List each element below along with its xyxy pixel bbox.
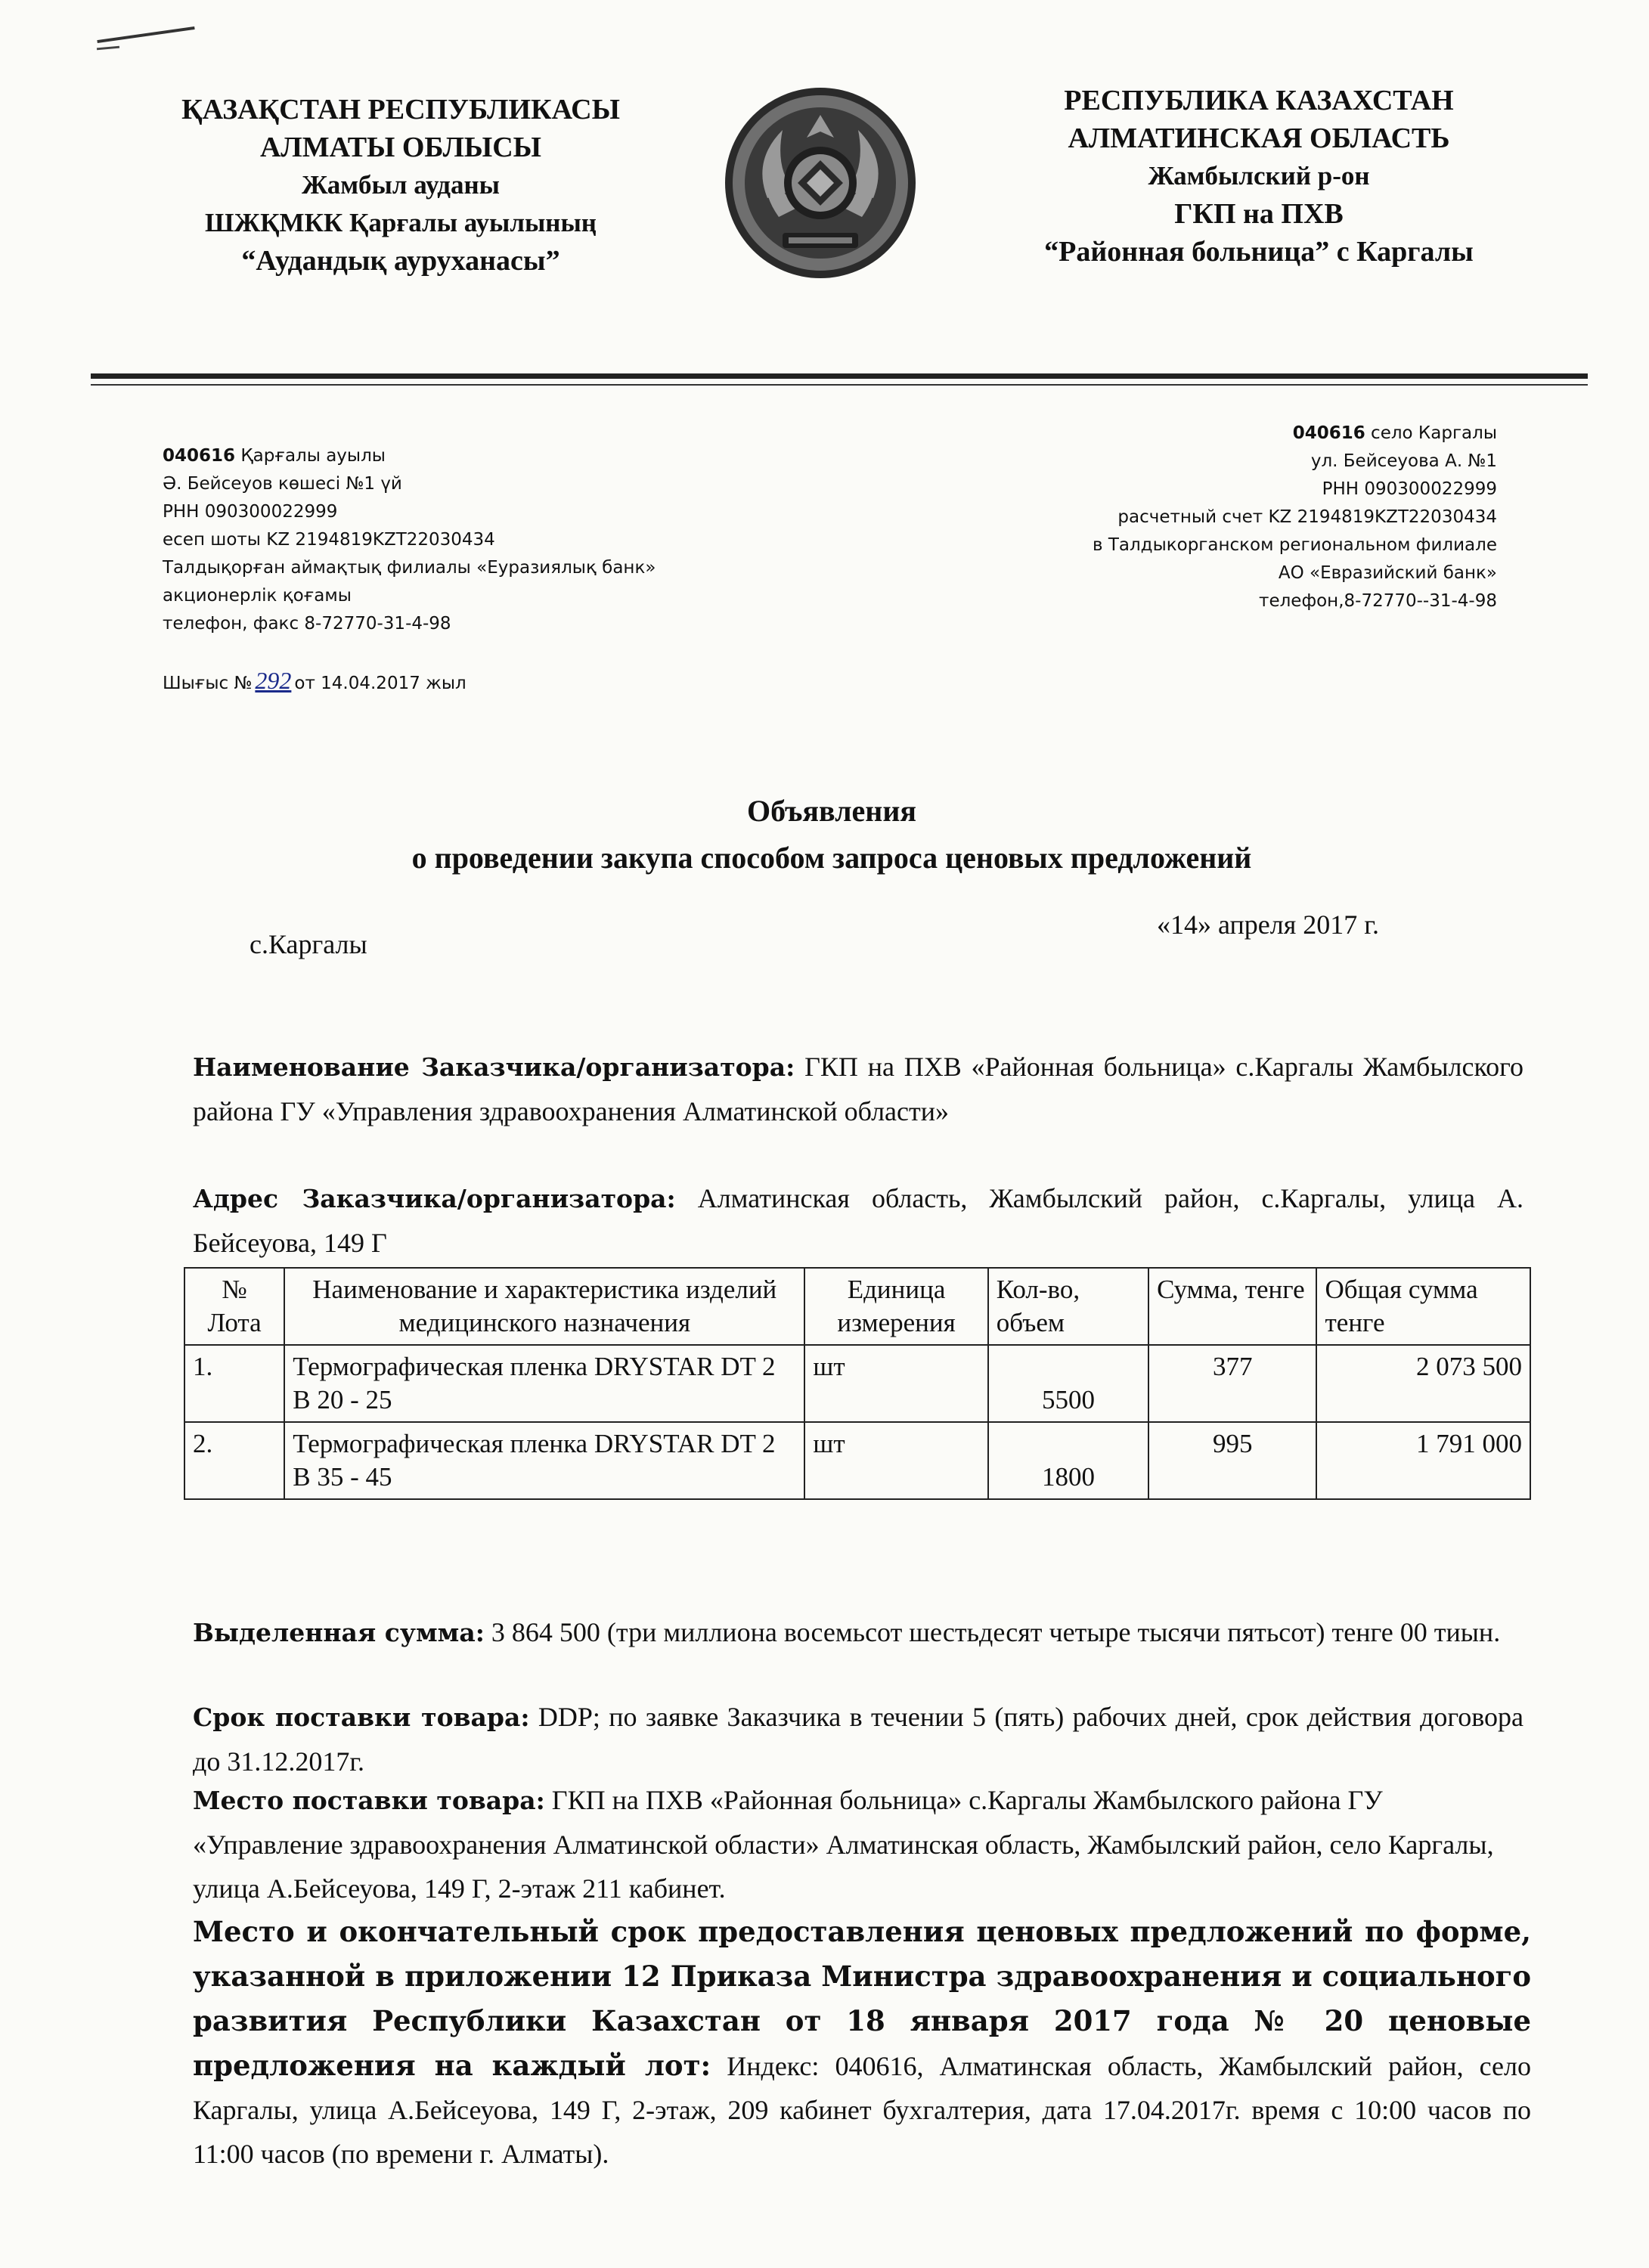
table-row: [184, 1345, 1530, 1422]
col-header-qty: Кол-во, объем: [988, 1268, 1148, 1345]
title-line2: о проведении закупа способом запроса ценовых предложений: [411, 841, 1252, 875]
req-right-address: [968, 420, 1497, 448]
cell-name: Термографическая пленка DRYSTAR DT 2 B 20 - 25: [284, 1345, 804, 1422]
req-left-index: 040616: [163, 446, 236, 466]
header-right-line2: АЛМАТИНСКАЯ ОБЛАСТЬ: [1068, 122, 1450, 154]
req-left-phone: телефон, факс 8-72770-31-4-98: [163, 614, 451, 634]
customer-value: ГКП на ПХВ «Районная больница» с.Каргалы Жамбылского района ГУ «Управления здравоохранения Алматинской области»: [193, 1052, 1524, 1126]
header-right-line4: ГКП на ПХВ: [1174, 198, 1344, 230]
requisites-right: [968, 420, 1497, 615]
outgoing-number: [163, 667, 466, 695]
cell-no: 1.: [184, 1345, 284, 1422]
submission-label: Место и окончательный срок предоставления ценовых предложений по форме, указанной в приложении 12 Приказа Министра здравоохранения и социального развития Республики Казахстан от 18 января 2017 года № 20 ценовые предложения на каждый лот:: [193, 1915, 1531, 2082]
header-divider: [91, 373, 1588, 379]
cell-price: 377: [1148, 1345, 1316, 1422]
state-emblem-icon: [722, 85, 919, 281]
header-left-line5: “Аудандық ауруханасы”: [241, 245, 560, 277]
outgoing-handwritten-number: 292: [255, 667, 292, 694]
cell-unit: шт: [804, 1422, 987, 1499]
table-header-row: [184, 1268, 1530, 1345]
col-header-unit: Единица измерения: [804, 1268, 987, 1345]
cell-name: Термографическая пленка DRYSTAR DT 2 B 35 - 45: [284, 1422, 804, 1499]
document-title: [189, 788, 1474, 881]
allocated-paragraph: [193, 1610, 1523, 1655]
req-right-phone: телефон,8-72770--31-4-98: [1259, 591, 1497, 611]
document-place: с.Каргалы: [250, 929, 367, 959]
req-right-rnn: РНН 090300022999: [1322, 479, 1497, 499]
header-left-line1: ҚАЗАҚСТАН РЕСПУБЛИКАСЫ: [181, 94, 620, 125]
req-left-rnn: РНН 090300022999: [163, 502, 338, 522]
header-left-line4: ШЖҚМКК Қарғалы ауылының: [205, 208, 597, 237]
header-right-line5: “Районная больница” с Каргалы: [1044, 236, 1474, 268]
scan-mark: [97, 46, 119, 51]
submission-paragraph: [193, 1910, 1531, 2176]
delivery-term-label: Срок поставки товара:: [193, 1703, 530, 1732]
delivery-place-paragraph: [193, 1778, 1523, 1910]
address-value: Алматинская область, Жамбылский район, с.Каргалы, улица А. Бейсеуова, 149 Г: [193, 1183, 1523, 1258]
req-left-bank1: Талдықорған аймақтық филиалы «Еуразиялық банк»: [163, 558, 656, 578]
address-paragraph: [193, 1176, 1523, 1265]
col-header-no: № Лота: [184, 1268, 284, 1345]
col-header-total: Общая сумма тенге: [1316, 1268, 1530, 1345]
header-left-line3: Жамбыл ауданы: [301, 170, 500, 200]
cell-qty: 1800: [988, 1422, 1148, 1499]
req-right-index: 040616: [1292, 423, 1365, 443]
delivery-term-value: DDP; по заявке Заказчика в течении 5 (пять) рабочих дней, срок действия договора до 31.12.2017г.: [193, 1702, 1523, 1777]
req-left-address: [163, 442, 767, 470]
cell-unit: шт: [804, 1345, 987, 1422]
outgoing-suffix: от 14.04.2017 жыл: [294, 674, 466, 693]
header-left: [113, 91, 688, 280]
document-date: «14» апреля 2017 г.: [1157, 909, 1379, 940]
address-label: Адрес Заказчика/организатора:: [193, 1184, 676, 1213]
header-divider-thin: [91, 384, 1588, 386]
req-left-account: есеп шоты KZ 2194819KZT22030434: [163, 530, 495, 550]
submission-value: Индекс: 040616, Алматинская область, Жамбылский район, село Каргалы, улица А.Бейсеуова, 149 Г, 2-этаж, 209 кабинет бухгалтерия, дата 17.04.2017г. время с 10:00 часов по 11:00 часов (по времени г. Алматы).: [193, 2051, 1532, 2169]
cell-price: 995: [1148, 1422, 1316, 1499]
delivery-place-value: ГКП на ПХВ «Районная больница» с.Каргалы Жамбылского района ГУ «Управление здравоохранения Алматинской области» Алматинская область, Жамбылский район, село Каргалы, улица А.Бейсеуова, 149 Г, 2-этаж 211 кабинет.: [193, 1785, 1494, 1904]
customer-paragraph: [193, 1045, 1523, 1133]
allocated-value: 3 864 500 (три миллиона восемьсот шестьдесят четыре тысячи пятьсот) тенге 00 тиын.: [484, 1617, 1501, 1647]
req-right-village: село Каргалы: [1371, 423, 1497, 443]
header-right: [968, 82, 1550, 271]
cell-total: 2 073 500: [1316, 1345, 1530, 1422]
cell-no: 2.: [184, 1422, 284, 1499]
req-right-street: ул. Бейсеуова А. №1: [1310, 451, 1497, 471]
scan-mark: [97, 26, 194, 43]
req-left-village: Қарғалы ауылы: [240, 446, 386, 466]
req-right-bank1: в Талдыкорганском региональном филиале: [1092, 535, 1497, 555]
outgoing-prefix: Шығыс №: [163, 674, 253, 693]
req-right-bank2: АО «Евразийский банк»: [1278, 563, 1497, 583]
cell-qty: 5500: [988, 1345, 1148, 1422]
req-right-account: расчетный счет KZ 2194819KZT22030434: [1117, 507, 1497, 527]
customer-label: Наименование Заказчика/организатора:: [193, 1052, 795, 1082]
lots-table: [184, 1267, 1531, 1500]
col-header-name: Наименование и характеристика изделий медицинского назначения: [284, 1268, 804, 1345]
header-right-line1: РЕСПУБЛИКА КАЗАХСТАН: [1064, 85, 1454, 116]
delivery-place-label: Место поставки товара:: [193, 1786, 545, 1815]
allocated-label: Выделенная сумма:: [193, 1618, 485, 1647]
req-left-bank2: акционерлік қоғамы: [163, 586, 352, 606]
delivery-term-paragraph: [193, 1695, 1523, 1783]
title-line1: Объявления: [746, 794, 917, 828]
table-row: [184, 1422, 1530, 1499]
header-right-line3: Жамбылский р-он: [1148, 161, 1370, 191]
requisites-left: [163, 442, 767, 638]
header-left-line2: АЛМАТЫ ОБЛЫСЫ: [259, 132, 541, 163]
col-header-price: Сумма, тенге: [1148, 1268, 1316, 1345]
req-left-street: Ә. Бейсеуов көшесі №1 үй: [163, 474, 402, 494]
cell-total: 1 791 000: [1316, 1422, 1530, 1499]
